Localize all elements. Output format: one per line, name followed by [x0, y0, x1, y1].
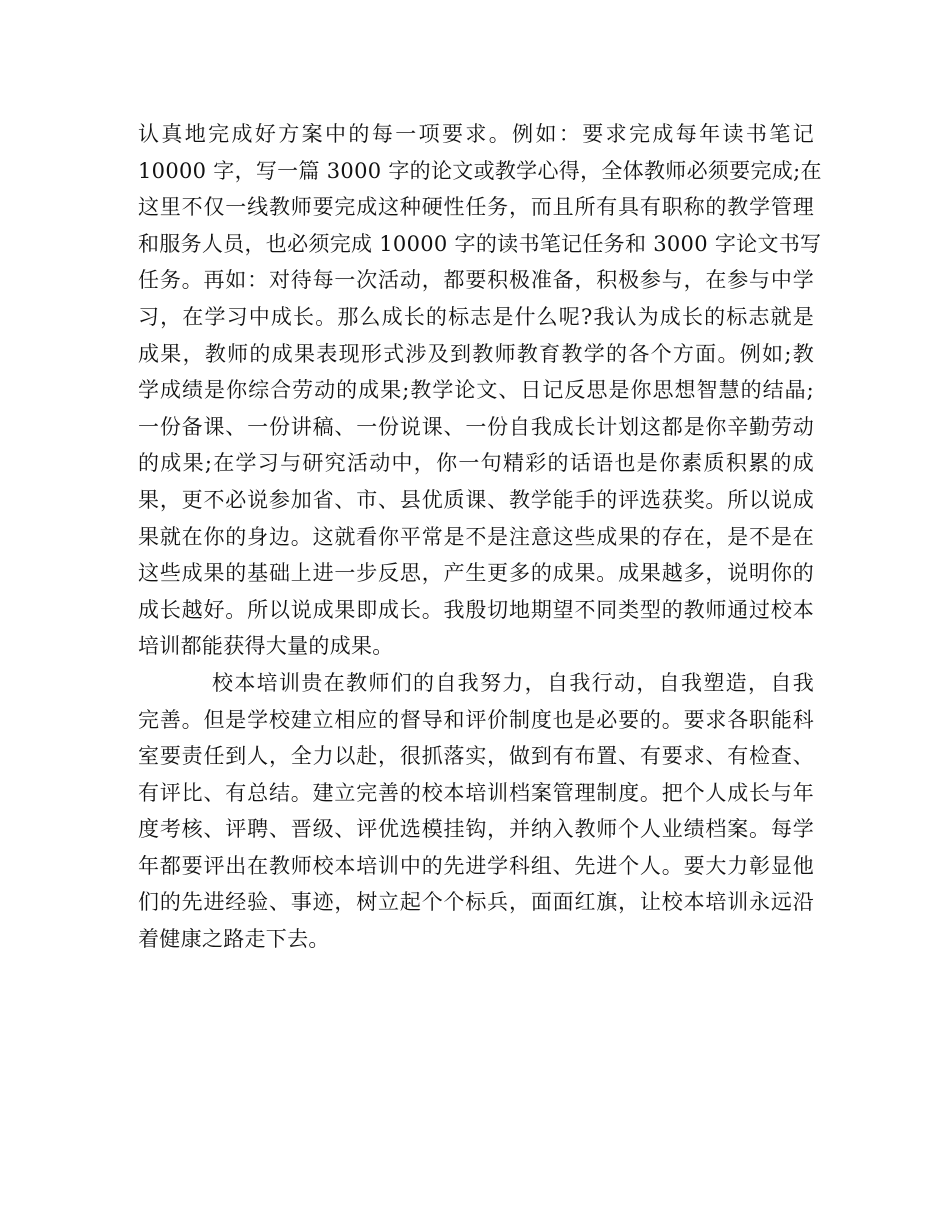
text-line: 的成果;在学习与研究活动中，你一句精彩的话语也是你素质积累的成: [138, 451, 814, 476]
text-line: 成果，教师的成果表现形式涉及到教师教育教学的各个方面。例如;教: [138, 341, 814, 366]
text-line: 度考核、评聘、晋级、评优选模挂钩，并纳入教师个人业绩档案。每学: [138, 817, 814, 842]
text-line: 们的先进经验、事迹，树立起个个标兵，面面红旗，让校本培训永远沿: [138, 890, 814, 915]
text-line: 这些成果的基础上进一步反思，产生更多的成果。成果越多，说明你的: [138, 561, 814, 586]
text-line: 有评比、有总结。建立完善的校本培训档案管理制度。把个人成长与年: [138, 780, 814, 805]
text-line: 果就在你的身边。这就看你平常是不是注意这些成果的存在，是不是在: [138, 524, 814, 549]
text-line: 年都要评出在教师校本培训中的先进学科组、先进个人。要大力彰显他: [138, 853, 814, 878]
document-body: [138, 116, 822, 958]
text-line: 培训都能获得大量的成果。: [138, 634, 394, 659]
text-line: 认真地完成好方案中的每一项要求。例如：要求完成每年读书笔记: [138, 122, 814, 146]
text-line: 习，在学习中成长。那么成长的标志是什么呢?我认为成长的标志就是: [138, 304, 814, 329]
text-line: 校本培训贵在教师们的自我努力，自我行动，自我塑造，自我: [212, 670, 814, 695]
paragraph: [138, 665, 814, 958]
text-line: 成长越好。所以说成果即成长。我殷切地期望不同类型的教师通过校本: [138, 597, 814, 622]
text-line: 完善。但是学校建立相应的督导和评价制度也是必要的。要求各职能科: [138, 707, 814, 732]
text-line: 10000 字，写一篇 3000 字的论文或教学心得，全体教师必须要完成;在: [138, 158, 822, 183]
paragraph: [138, 116, 822, 665]
text-line: 和服务人员，也必须完成 10000 字的读书笔记任务和 3000 字论文书写: [138, 231, 822, 256]
text-line: 着健康之路走下去。: [138, 927, 330, 952]
text-line: 果，更不必说参加省、市、县优质课、教学能手的评选获奖。所以说成: [138, 487, 814, 512]
text-line: 学成绩是你综合劳动的成果;教学论文、日记反思是你思想智慧的结晶;: [138, 378, 814, 403]
text-line: 一份备课、一份讲稿、一份说课、一份自我成长计划这都是你辛勤劳动: [138, 414, 814, 439]
text-line: 室要责任到人，全力以赴，很抓落实，做到有布置、有要求、有检查、: [138, 744, 814, 769]
text-line: 这里不仅一线教师要完成这种硬性任务，而且所有具有职称的教学管理: [138, 195, 814, 220]
text-line: 任务。再如：对待每一次活动，都要积极准备，积极参与，在参与中学: [138, 268, 814, 293]
